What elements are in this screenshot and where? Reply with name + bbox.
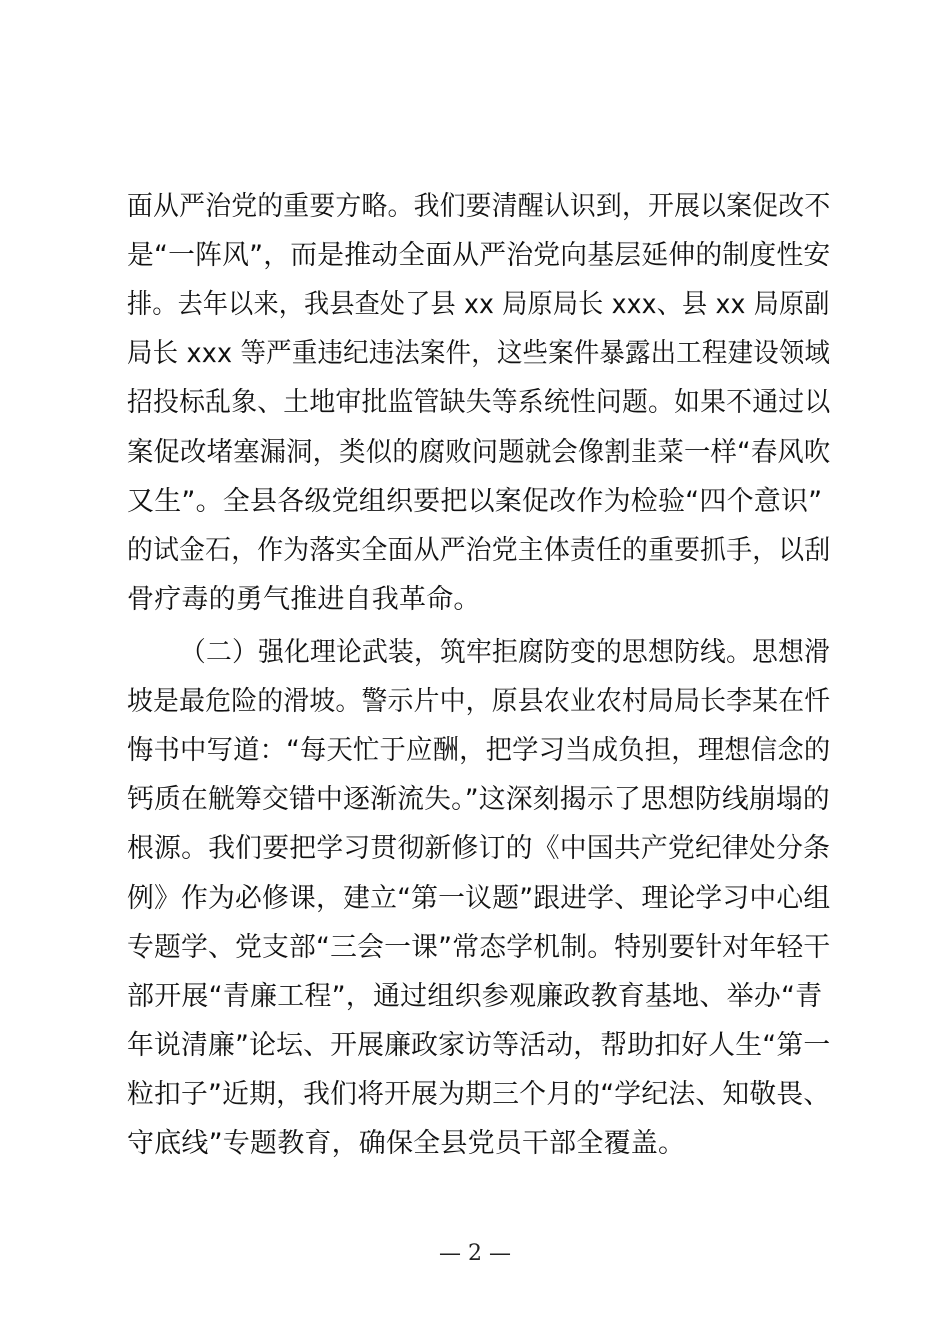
text-line: 钙质在觥筹交错中逐渐流失。”这深刻揭示了思想防线崩塌的 — [127, 784, 830, 815]
text-line: 案促改堵塞漏洞，类似的腐败问题就会像割韭菜一样“春风吹 — [127, 437, 831, 468]
text-line: 又生”。全县各级党组织要把以案促改作为检验“四个意识” — [127, 486, 823, 517]
text-line: 粒扣子”近期，我们将开展为期三个月的“学纪法、知敬畏、 — [127, 1079, 831, 1110]
text-line: 守底线”专题教育，确保全县党员干部全覆盖。 — [127, 1128, 686, 1159]
text-line: 局长 xxx 等严重违纪违法案件，这些案件暴露出工程建设领域 — [127, 338, 831, 369]
text-line: 年说清廉”论坛、开展廉政家访等活动，帮助扣好人生“第一 — [127, 1030, 831, 1061]
text-line: 部开展“青廉工程”，通过组织参观廉政教育基地、举办“青 — [127, 981, 823, 1012]
text-line: 悔书中写道：“每天忙于应酬，把学习当成负担，理想信念的 — [127, 735, 831, 766]
text-line: 骨疗毒的勇气推进自我革命。 — [127, 584, 481, 615]
text-line: 例》作为必修课，建立“第一议题”跟进学、理论学习中心组 — [127, 883, 831, 914]
text-line: 是“一阵风”，而是推动全面从严治党向基层延伸的制度性安 — [127, 240, 831, 271]
page-number: — 2 — — [439, 1241, 511, 1266]
text-line: 根源。我们要把学习贯彻新修订的《中国共产党纪律处分条 — [127, 833, 831, 864]
text-line: 专题学、党支部“三会一课”常态学机制。特别要针对年轻干 — [127, 932, 831, 963]
text-line: 的试金石，作为落实全面从严治党主体责任的重要抓手，以刮 — [127, 535, 831, 566]
text-line: 招投标乱象、土地审批监管缺失等系统性问题。如果不通过以 — [127, 387, 831, 418]
text-line: 排。去年以来，我县查处了县 xx 局原局长 xxx、县 xx 局原副 — [127, 289, 830, 320]
text-line: 面从严治党的重要方略。我们要清醒认识到，开展以案促改不 — [127, 191, 831, 222]
section-heading-line: （二）强化理论武装，筑牢拒腐防变的思想防线。思想滑 — [180, 637, 830, 668]
text-line: 坡是最危险的滑坡。警示片中，原县农业农村局局长李某在忏 — [127, 686, 831, 717]
